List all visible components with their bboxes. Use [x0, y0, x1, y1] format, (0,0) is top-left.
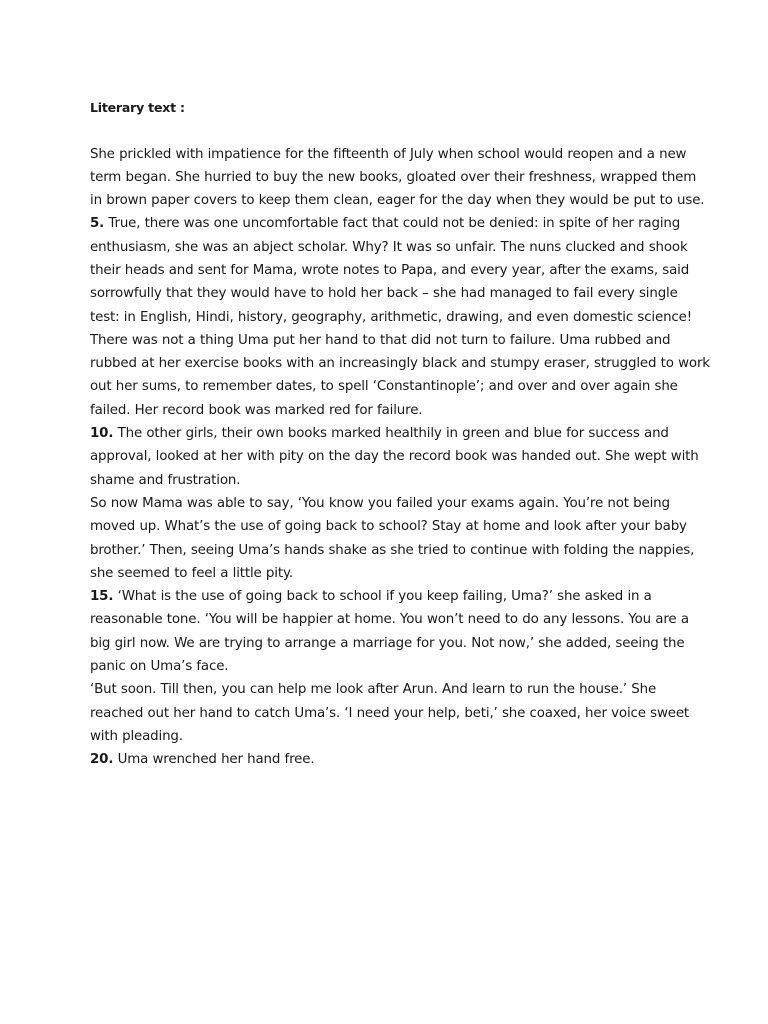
paragraph-text: The other girls, their own books marked healthily in green and blue for success and approval, looked at her with pity on the day the record book was handed out. She wept with shame and frustration. — [90, 426, 699, 488]
paragraph — [90, 585, 710, 678]
line-number: 15. — [90, 589, 114, 605]
document-page — [90, 96, 710, 772]
paragraph-text: Uma wrenched her hand free. — [113, 752, 315, 768]
line-number: 20. — [90, 752, 114, 768]
paragraph — [90, 422, 710, 492]
paragraph — [90, 678, 710, 748]
paragraph-text: There was not a thing Uma put her hand to that did not turn to failure. Uma rubbed and rubbed at her exercise books with an increasingly black and stumpy eraser, struggled to work out her sums, to remember dates, to spell ‘Constantinople’; and over and over again she failed. Her record book was marked red for failure. — [90, 332, 710, 418]
line-number: 5. — [90, 216, 105, 232]
paragraph — [90, 212, 710, 328]
paragraph — [90, 748, 710, 771]
paragraph — [90, 492, 710, 585]
paragraph-text: So now Mama was able to say, ‘You know you failed your exams again. You’re not being moved up. What’s the use of going back to school? Stay at home and look after your baby brother.’ Then, seeing Uma’s hands shake as she tried to continue with folding the nappies, she seemed to feel a little pity. — [90, 495, 695, 581]
paragraph — [90, 329, 710, 422]
paragraph-text: ‘But soon. Till then, you can help me look after Arun. And learn to run the house.’ She reached out her hand to catch Uma’s. ‘I need your help, beti,’ she coaxed, her voice sweet with pleading. — [90, 682, 690, 744]
paragraph-text: She prickled with impatience for the fifteenth of July when school would reopen and a new term began. She hurried to buy the new books, gloated over their freshness, wrapped them in brown paper covers to keep them clean, eager for the day when they would be put to use. — [90, 146, 705, 209]
line-number: 10. — [90, 426, 114, 442]
document-heading: Literary text : — [90, 100, 185, 115]
paragraph-text: True, there was one uncomfortable fact that could not be denied: in spite of her raging enthusiasm, she was an abject scholar. Why? It was so unfair. The nuns clucked and shook their heads and sent for Mama, wrote notes to Papa, and every year, after the exams, said sorrowfully that they would have to hold her back – she had managed to fail every single test: in English, Hindi, history, geography, arithmetic, drawing, and even domestic science! — [90, 216, 692, 325]
paragraph-text: ‘What is the use of going back to school if you keep failing, Uma?’ she asked in a reasonable tone. ‘You will be happier at home. You won’t need to do any lessons. You are a big girl now. We are trying to arrange a marriage for you. Not now,’ she added, seeing the panic on Uma’s face. — [90, 589, 689, 675]
paragraph — [90, 143, 710, 213]
